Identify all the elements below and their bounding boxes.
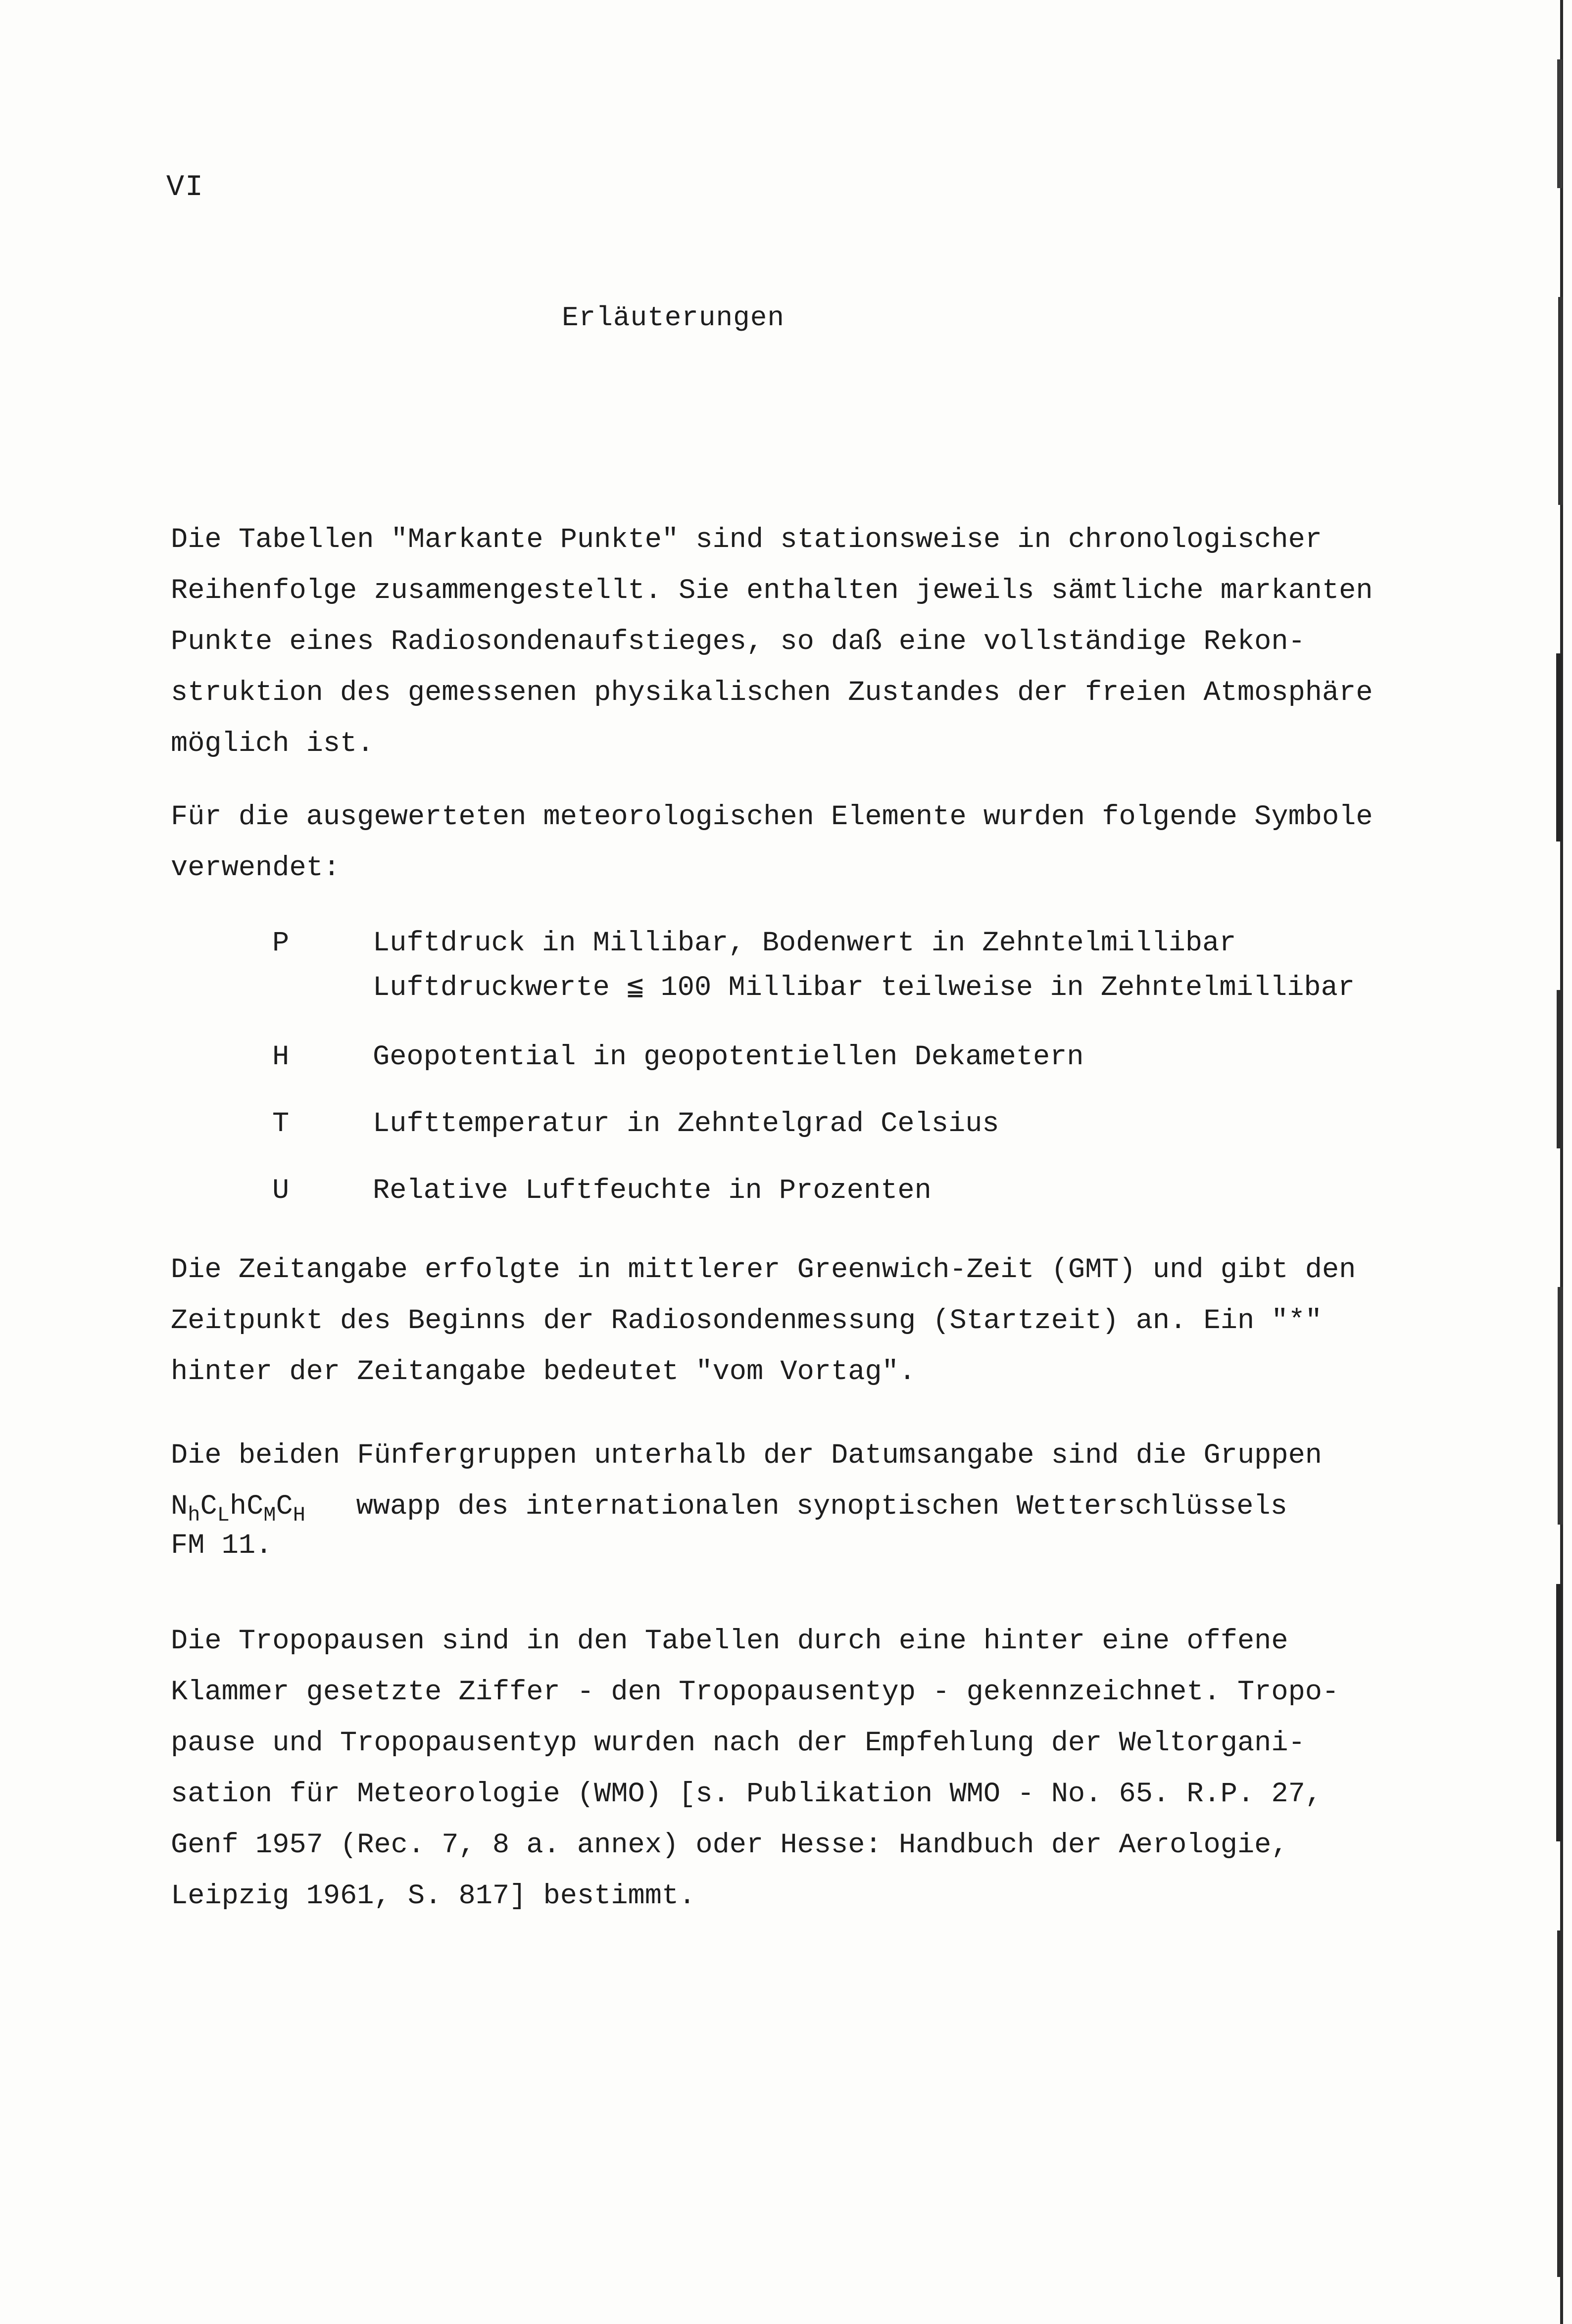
- page-number: VI: [166, 171, 204, 204]
- text-line: Genf 1957 (Rec. 7, 8 a. annex) oder Hesse: Handbuch der Aerologie,: [171, 1830, 1288, 1861]
- text-line: Die beiden Fünfergruppen unterhalb der Datumsangabe sind die Gruppen: [171, 1440, 1322, 1472]
- text-line: Die Tropopausen sind in den Tabellen durch eine hinter eine offene: [171, 1626, 1288, 1657]
- intro-paragraph: [171, 515, 1418, 770]
- text-line: Punkte eines Radiosondenaufstieges, so daß eine vollständige Rekon-: [171, 626, 1305, 658]
- text-line: struktion des gemessenen physikalischen Zustandes der freien Atmosphäre: [171, 677, 1373, 709]
- text-line: verwendet:: [171, 852, 341, 884]
- text-line: Für die ausgewerteten meteorologischen Elemente wurden folgende Symbole: [171, 801, 1373, 833]
- groups-paragraph: [171, 1431, 1418, 1572]
- symbol-description: Luftdruckwerte ≦ 100 Millibar teilweise in Zehntelmillibar: [373, 972, 1355, 1004]
- text-line: sation für Meteorologie (WMO) [s. Publikation WMO - No. 65. R.P. 27,: [171, 1779, 1322, 1810]
- text-line: FM 11.: [171, 1530, 273, 1562]
- text-line: Reihenfolge zusammengestellt. Sie enthalten jeweils sämtliche markanten: [171, 575, 1373, 607]
- tropopause-paragraph: [171, 1616, 1418, 1922]
- text-line: pause und Tropopausentyp wurden nach der Empfehlung der Weltorgani-: [171, 1728, 1305, 1759]
- text-line: Leipzig 1961, S. 817] bestimmt.: [171, 1880, 696, 1912]
- symbol-description: Geopotential in geopotentiellen Dekametern: [373, 1041, 1084, 1073]
- page-title: Erläuterungen: [562, 302, 785, 334]
- symbol-description: Luftdruck in Millibar, Bodenwert in Zehntelmillibar: [373, 928, 1236, 959]
- text-line: Zeitpunkt des Beginns der Radiosondenmessung (Startzeit) an. Ein "*": [171, 1305, 1322, 1337]
- scan-edge-shadow: [1538, 0, 1568, 2324]
- symbol-description: Relative Luftfeuchte in Prozenten: [373, 1175, 932, 1207]
- code-line: [171, 1482, 1418, 1533]
- text-line: Die Zeitangabe erfolgte in mittlerer Greenwich-Zeit (GMT) und gibt den: [171, 1254, 1356, 1286]
- text-line: hinter der Zeitangabe bedeutet "vom Vortag".: [171, 1356, 916, 1388]
- text-line: möglich ist.: [171, 728, 374, 760]
- symbol-letter: H: [272, 1041, 290, 1073]
- text-line: Die Tabellen "Markante Punkte" sind stationsweise in chronologischer: [171, 524, 1322, 556]
- code-groups: $N_hC_LhC_MC_H$: [171, 1491, 305, 1527]
- symbol-description: Lufttemperatur in Zehntelgrad Celsius: [373, 1108, 999, 1140]
- symbol-letter: P: [272, 928, 290, 959]
- symbol-letter: U: [272, 1175, 290, 1207]
- symbol-letter: T: [272, 1108, 290, 1140]
- text-line: Klammer gesetzte Ziffer - den Tropopausentyp - gekennzeichnet. Tropo-: [171, 1677, 1339, 1708]
- time-paragraph: [171, 1245, 1418, 1398]
- code-line-rest: wwapp des internationalen synoptischen Wetterschlüssels: [356, 1491, 1287, 1523]
- symbols-intro-paragraph: [171, 792, 1418, 894]
